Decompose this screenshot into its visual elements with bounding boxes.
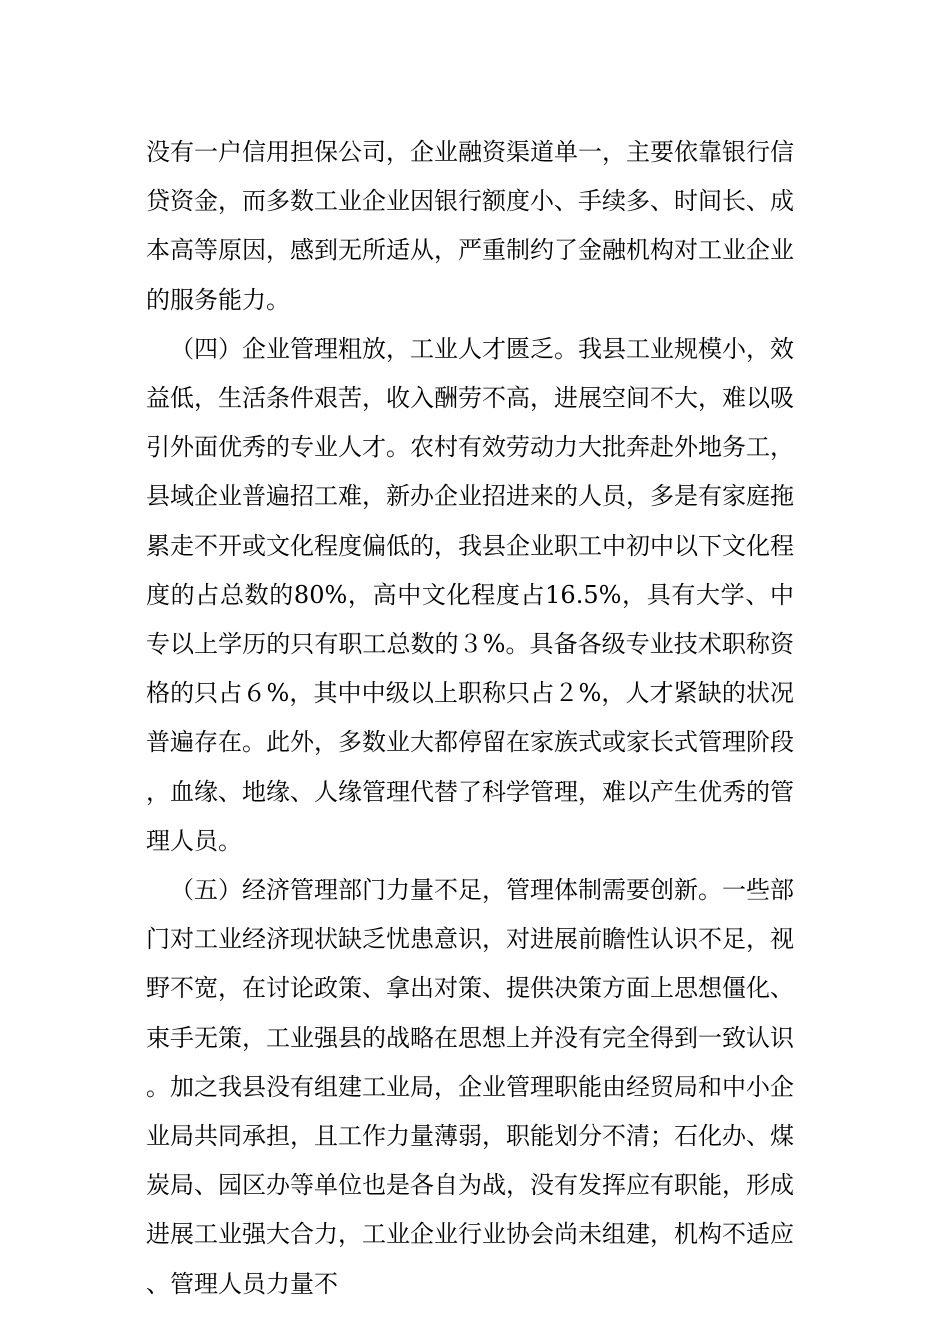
- paragraph-management-talent: （四）企业管理粗放，工业人才匮乏。我县工业规模小，效益低，生活条件艰苦，收入酬劳不高，进展空间不大，难以吸引外面优秀的专业人才。农村有效劳动力大批奔赴外地务工，县域企业普遍招工难，新办企业招进来的人员，多是有家庭拖累走不开或文化程度偏低的，我县企业职工中初中以下文化程度的占总数的80%，高中文化程度占16.5%，具有大学、中专以上学历的只有职工总数的３%。具备各级专业技术职称资格的只占６%，其中中级以上职称只占２%，人才紧缺的状况普遍存在。此外，多数业大都停留在家族式或家长式管理阶段，血缘、地缘、人缘管理代替了科学管理，难以产生优秀的管理人员。: [146, 334, 794, 855]
- paragraph-economic-departments: （五）经济管理部门力量不足，管理体制需要创新。一些部门对工业经济现状缺乏忧患意识，对进展前瞻性认识不足，视野不宽，在讨论政策、拿出对策、提供决策方面上思想僵化、束手无策，工业强县的战略在思想上并没有完全得到一致认识。加之我县没有组建工业局，企业管理职能由经贸局和中小企业局共同承担，且工作力量薄弱，职能划分不清；石化办、煤炭局、园区办等单位也是各自为战，没有发挥应有职能，形成进展工业强大合力，工业企业行业协会尚未组建，机构不适应、管理人员力量不: [146, 876, 794, 1298]
- paragraph-financing: 没有一户信用担保公司，企业融资渠道单一，主要依靠银行信贷资金，而多数工业企业因银行额度小、手续多、时间长、成本高等原因，感到无所适从，严重制约了金融机构对工业企业的服务能力。: [146, 138, 794, 314]
- document-body: [146, 128, 794, 1309]
